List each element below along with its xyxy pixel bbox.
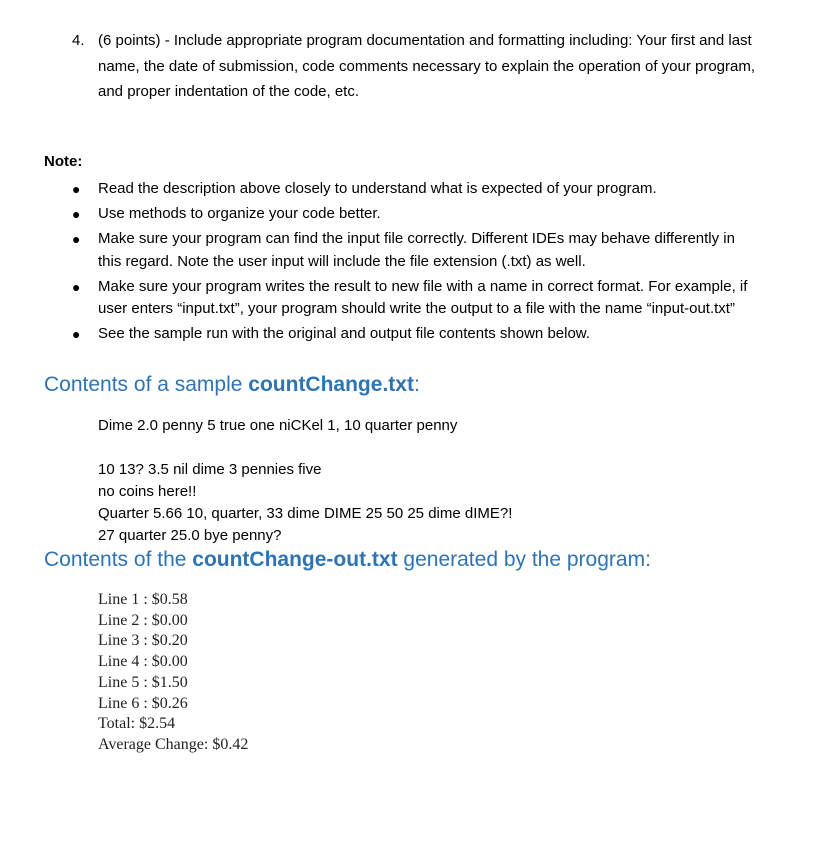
item-text: (6 points) - Include appropriate program documentation and formatting including: Your first and last name, the date of submission, code comments necessary to explain the operation of your program, and proper indentation of the code, etc. <box>98 32 756 100</box>
sample-filename: countChange.txt <box>248 373 414 396</box>
sample-line: no coins here!! <box>98 483 197 500</box>
sample-file-contents <box>98 415 512 547</box>
output-total: Total: $2.54 <box>98 715 176 733</box>
output-line: Line 5 : $1.50 <box>98 673 188 691</box>
note-item: ● Read the description above closely to understand what is expected of your program. <box>0 178 760 201</box>
output-filename: countChange-out.txt <box>192 548 398 571</box>
bullet-icon: ● <box>72 326 81 342</box>
bullet-icon: ● <box>72 206 81 222</box>
sample-file-heading: Contents of a sample countChange.txt: <box>44 373 420 396</box>
sample-line: 27 quarter 25.0 bye penny? <box>98 527 282 544</box>
output-line: Line 1 : $0.58 <box>98 591 188 608</box>
sample-line: 10 13? 3.5 nil dime 3 pennies five <box>98 461 322 478</box>
output-line: Line 4 : $0.00 <box>98 653 188 671</box>
output-file-heading: Contents of the countChange-out.txt generated by the program: <box>44 548 651 571</box>
output-line: Line 2 : $0.00 <box>98 611 188 629</box>
note-item: ● Use methods to organize your code better. <box>0 203 760 226</box>
item-number: 4. <box>72 32 85 49</box>
note-item: ● Make sure your program can find the input file correctly. Different IDEs may behave differently in this regard. Note the user input will include the file extension (.txt) as well. <box>72 230 735 270</box>
requirement-item-4 <box>72 28 772 105</box>
output-average: Average Change: $0.42 <box>98 735 249 753</box>
sample-line: Quarter 5.66 10, quarter, 33 dime DIME 25 50 25 dime dIME?! <box>98 505 513 522</box>
bullet-icon: ● <box>72 278 81 295</box>
output-file-contents <box>98 590 248 756</box>
note-label: Note: <box>44 153 83 170</box>
output-line: Line 3 : $0.20 <box>98 632 188 650</box>
bullet-icon: ● <box>72 231 81 247</box>
sample-line: Dime 2.0 penny 5 true one niCKel 1, 10 quarter penny <box>98 417 458 434</box>
note-item: ● Make sure your program writes the result to new file with a name in correct format. For example, if user enters “input.txt”, your program should write the output to a file with the name “input-out.txt” <box>72 277 748 317</box>
output-line: Line 6 : $0.26 <box>98 694 188 712</box>
note-item: ● See the sample run with the original and output file contents shown below. <box>0 323 760 346</box>
bullet-icon: ● <box>72 181 81 197</box>
note-list <box>0 178 760 348</box>
sample-line <box>98 437 512 459</box>
